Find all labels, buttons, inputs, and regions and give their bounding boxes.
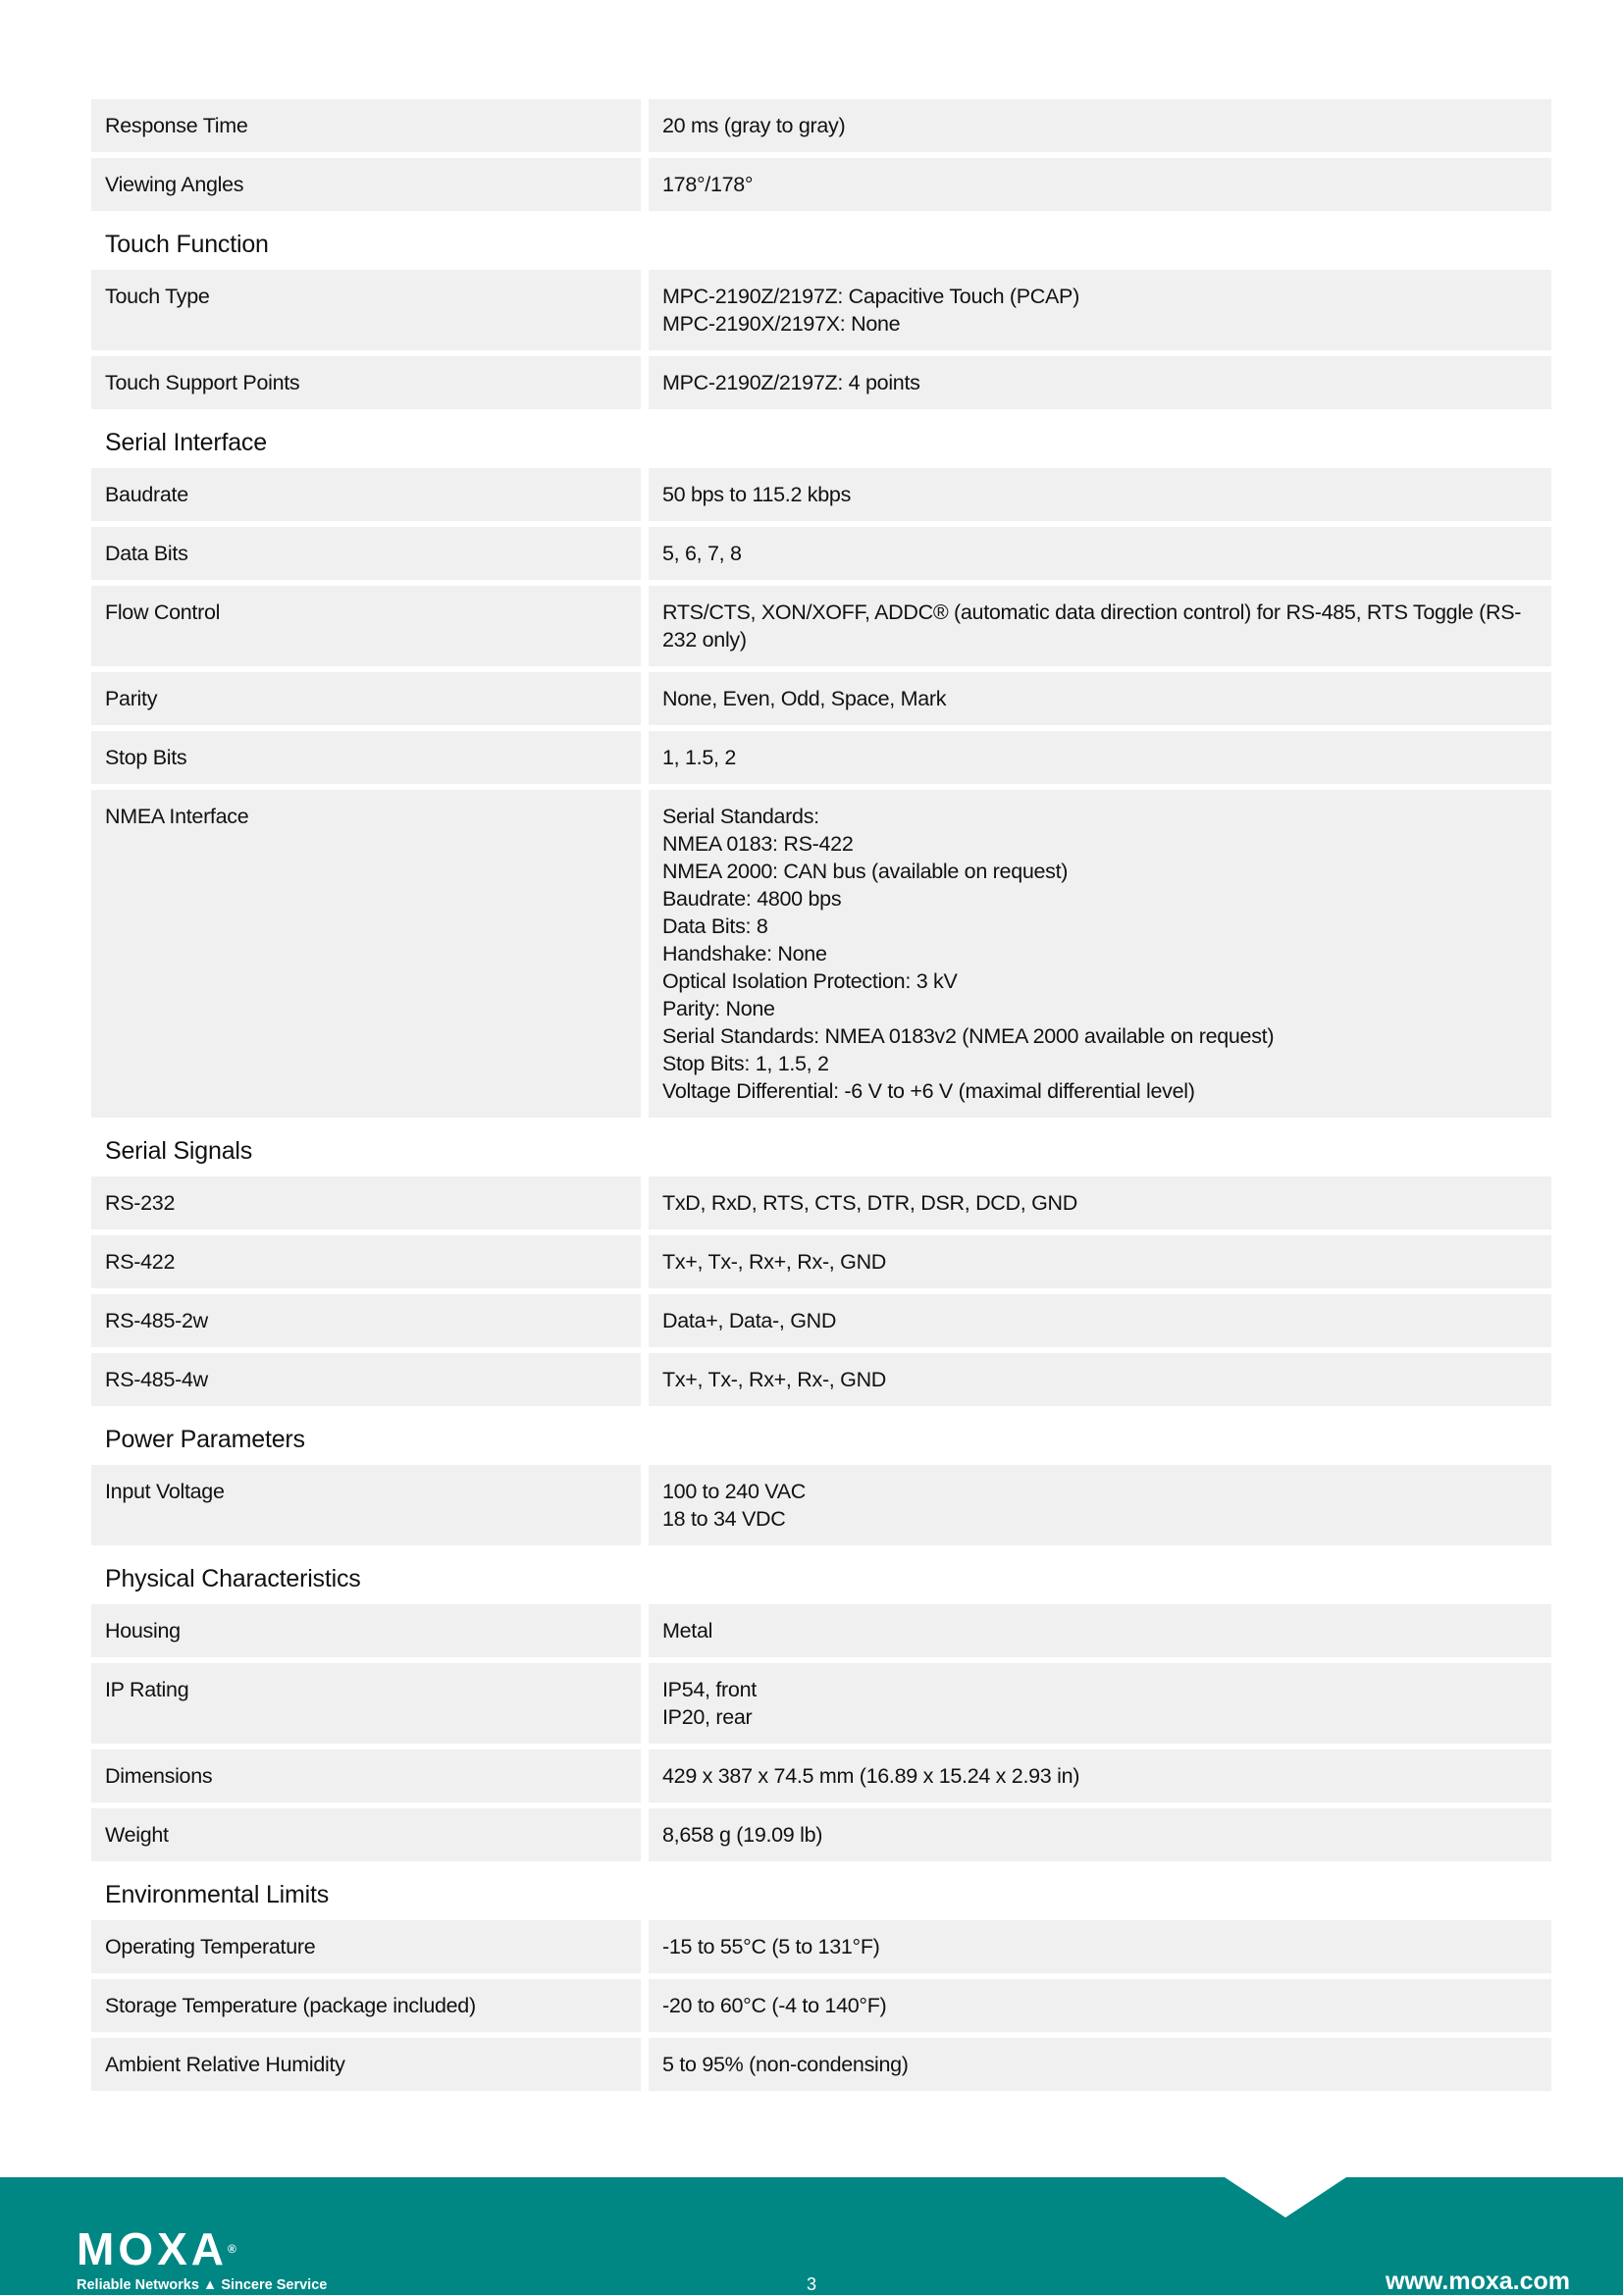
- spec-value: 5, 6, 7, 8: [649, 527, 1551, 580]
- spec-label: RS-422: [91, 1235, 641, 1288]
- spec-label: Ambient Relative Humidity: [91, 2038, 641, 2091]
- spec-value: Data+, Data-, GND: [649, 1294, 1551, 1347]
- spec-label: Response Time: [91, 99, 641, 152]
- spec-row: [91, 1604, 1551, 1657]
- page-number: 3: [807, 2274, 817, 2294]
- spec-row: [91, 1353, 1551, 1406]
- spec-row: [91, 158, 1551, 211]
- spec-row: [91, 790, 1551, 1118]
- spec-label: RS-485-4w: [91, 1353, 641, 1406]
- section-heading: Environmental Limits: [105, 1881, 330, 1908]
- section-heading: Serial Interface: [105, 429, 267, 456]
- spec-row: [91, 1294, 1551, 1347]
- spec-row: [91, 1808, 1551, 1861]
- spec-row: [91, 1176, 1551, 1229]
- spec-label: Touch Support Points: [91, 356, 641, 409]
- spec-label: RS-485-2w: [91, 1294, 641, 1347]
- spec-value: -15 to 55°C (5 to 131°F): [649, 1920, 1551, 1973]
- spec-row: [91, 1465, 1551, 1545]
- spec-label: Touch Type: [91, 270, 641, 350]
- spec-row: [91, 356, 1551, 409]
- spec-value: Metal: [649, 1604, 1551, 1657]
- spec-row: [91, 731, 1551, 784]
- spec-label: Parity: [91, 672, 641, 725]
- spec-label: Weight: [91, 1808, 641, 1861]
- spec-value: 100 to 240 VAC 18 to 34 VDC: [649, 1465, 1551, 1545]
- logo-text: MOXA: [77, 2223, 228, 2274]
- spec-row: [91, 1235, 1551, 1288]
- spec-label: Operating Temperature: [91, 1920, 641, 1973]
- spec-value: -20 to 60°C (-4 to 140°F): [649, 1979, 1551, 2032]
- spec-label: RS-232: [91, 1176, 641, 1229]
- website-link[interactable]: www.moxa.com: [1385, 2268, 1570, 2295]
- section-heading: Touch Function: [105, 231, 269, 258]
- spec-value: MPC-2190Z/2197Z: Capacitive Touch (PCAP) MPC-2190X/2197X: None: [649, 270, 1551, 350]
- section-heading: Physical Characteristics: [105, 1565, 361, 1592]
- spec-value: Serial Standards: NMEA 0183: RS-422 NMEA 2000: CAN bus (available on request) Baudrate: 4800 bps Data Bits: 8 Handshake: None Optical Isolation Protection: 3 kV Parity: None Serial Standards: NMEA 0183v2 (NMEA 2000 available on request) Stop Bits: 1, 1.5, 2 Voltage Differential: -6 V to +6 V (maximal differential level): [649, 790, 1551, 1118]
- spec-value: Tx+, Tx-, Rx+, Rx-, GND: [649, 1235, 1551, 1288]
- spec-row: [91, 586, 1551, 666]
- spec-label: Dimensions: [91, 1749, 641, 1802]
- spec-label: Data Bits: [91, 527, 641, 580]
- spec-value: 1, 1.5, 2: [649, 731, 1551, 784]
- registered-mark: ®: [228, 2242, 236, 2256]
- moxa-logo: [77, 2223, 236, 2274]
- spec-value: 178°/178°: [649, 158, 1551, 211]
- section-heading: Serial Signals: [105, 1137, 253, 1165]
- page-footer: [0, 2177, 1623, 2295]
- spec-row: [91, 1920, 1551, 1973]
- spec-row: [91, 2038, 1551, 2091]
- spec-label: Housing: [91, 1604, 641, 1657]
- spec-row: [91, 1749, 1551, 1802]
- spec-table: [91, 99, 1551, 2097]
- spec-label: Storage Temperature (package included): [91, 1979, 641, 2032]
- spec-value: 8,658 g (19.09 lb): [649, 1808, 1551, 1861]
- spec-row: [91, 468, 1551, 521]
- spec-value: Tx+, Tx-, Rx+, Rx-, GND: [649, 1353, 1551, 1406]
- footer-notch: [1225, 2177, 1346, 2218]
- spec-label: Flow Control: [91, 586, 641, 666]
- spec-label: Stop Bits: [91, 731, 641, 784]
- spec-value: TxD, RxD, RTS, CTS, DTR, DSR, DCD, GND: [649, 1176, 1551, 1229]
- spec-row: [91, 99, 1551, 152]
- spec-value: 20 ms (gray to gray): [649, 99, 1551, 152]
- spec-row: [91, 672, 1551, 725]
- spec-value: 429 x 387 x 74.5 mm (16.89 x 15.24 x 2.93 in): [649, 1749, 1551, 1802]
- spec-row: [91, 1979, 1551, 2032]
- spec-value: None, Even, Odd, Space, Mark: [649, 672, 1551, 725]
- spec-label: IP Rating: [91, 1663, 641, 1744]
- spec-row: [91, 527, 1551, 580]
- section-heading: Power Parameters: [105, 1426, 305, 1453]
- tagline: Reliable Networks ▲ Sincere Service: [77, 2277, 328, 2293]
- spec-value: MPC-2190Z/2197Z: 4 points: [649, 356, 1551, 409]
- spec-row: [91, 270, 1551, 350]
- spec-row: [91, 1663, 1551, 1744]
- spec-label: Baudrate: [91, 468, 641, 521]
- spec-value: 5 to 95% (non-condensing): [649, 2038, 1551, 2091]
- spec-value: 50 bps to 115.2 kbps: [649, 468, 1551, 521]
- spec-label: Viewing Angles: [91, 158, 641, 211]
- spec-label: Input Voltage: [91, 1465, 641, 1545]
- spec-label: NMEA Interface: [91, 790, 641, 1118]
- spec-value: IP54, front IP20, rear: [649, 1663, 1551, 1744]
- spec-value: RTS/CTS, XON/XOFF, ADDC® (automatic data direction control) for RS-485, RTS Toggle (RS-232 only): [649, 586, 1551, 666]
